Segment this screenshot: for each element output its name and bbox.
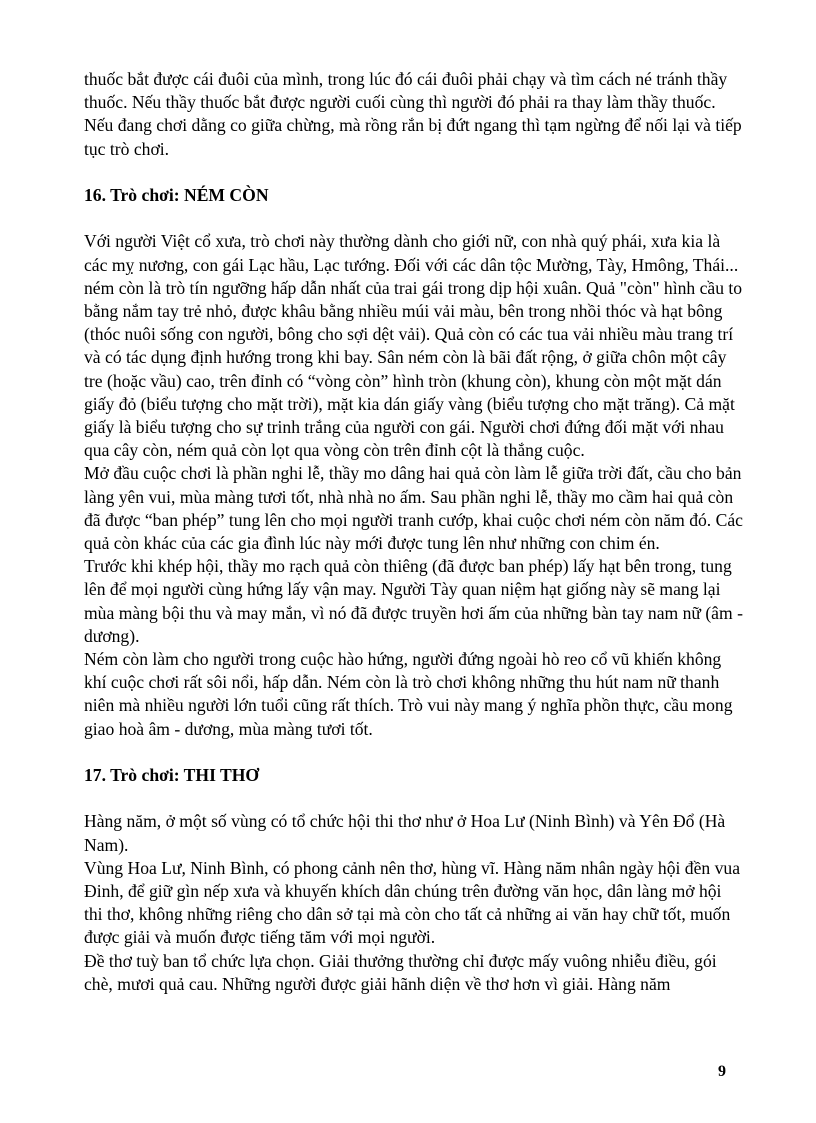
section-17-heading: 17. Trò chơi: THI THƠ bbox=[84, 765, 260, 786]
page-content bbox=[84, 68, 744, 996]
section-16-paragraph-4: Ném còn làm cho người trong cuộc hào hứng, người đứng ngoài hò reo cổ vũ khiến không khí cuộc chơi rất sôi nổi, hấp dẫn. Ném còn là trò chơi không những thu hút nam nữ thanh niên mà nhiều người lớn tuổi cũng rất thích. Trò vui này mang ý nghĩa phồn thực, cầu mong giao hoà âm - dương, mùa màng tươi tốt. bbox=[84, 649, 733, 739]
section-16-paragraph-1: Với người Việt cổ xưa, trò chơi này thường dành cho giới nữ, con nhà quý phái, xưa kia là các mỵ nương, con gái Lạc hầu, Lạc tướng. Đối với các dân tộc Mường, Tày, Hmông, Thái... ném còn là trò tín ngưỡng hấp dẫn nhất của trai gái trong dịp hội xuân. Quả "còn" hình cầu to bằng nắm tay trẻ nhỏ, được khâu bằng nhiều múi vải màu, bên trong nhồi thóc và hạt bông (thóc nuôi sống con người, bông cho sợi dệt vải). Quả còn có các tua vải nhiều màu trang trí và có tác dụng định hướng trong khi bay. Sân ném còn là bãi đất rộng, ở giữa chôn một cây tre (hoặc vầu) cao, trên đỉnh có “vòng còn” hình tròn (khung còn), khung còn một mặt dán giấy đỏ (biểu tượng cho mặt trời), mặt kia dán giấy vàng (biểu tượng cho mặt trăng). Cả mặt giấy là biểu tượng cho sự trinh trắng của người con gái. Người chơi đứng đối mặt với nhau qua cây còn, ném quả còn lọt qua vòng còn trên đỉnh cột là thắng cuộc. bbox=[84, 231, 743, 461]
section-17-paragraph-3: Đề thơ tuỳ ban tổ chức lựa chọn. Giải thưởng thường chỉ được mấy vuông nhiễu điều, gói chè, mươi quả cau. Những người được giải hãnh diện về thơ hơn vì giải. Hàng năm bbox=[84, 950, 717, 994]
page-number: 9 bbox=[718, 1063, 726, 1080]
section-17-paragraph-2: Vùng Hoa Lư, Ninh Bình, có phong cảnh nên thơ, hùng vĩ. Hàng năm nhân ngày hội đền vua Đinh, để giữ gìn nếp xưa và khuyến khích dân chúng trên đường văn học, dân làng mở hội thi thơ, không những riêng cho dân sở tại mà còn cho tất cả những ai văn hay chữ tốt, muốn được giải và muốn được tiếng tăm với mọi người. bbox=[84, 857, 741, 948]
section-16-paragraph-3: Trước khi khép hội, thầy mo rạch quả còn thiêng (đã được ban phép) lấy hạt bên trong, tung lên để mọi người cùng hứng lấy vận may. Người Tày quan niệm hạt giống này sẽ mang lại mùa màng bội thu và may mắn, vì nó đã được truyền hơi ấm của những bàn tay nam nữ (âm - dương). bbox=[84, 556, 743, 646]
section-16-heading: 16. Trò chơi: NÉM CÒN bbox=[84, 185, 269, 205]
section-17-paragraph-1: Hàng năm, ở một số vùng có tổ chức hội thi thơ như ở Hoa Lư (Ninh Bình) và Yên Đổ (Hà Nam). bbox=[84, 811, 726, 855]
paragraph-intro-2: Nếu đang chơi dằng co giữa chừng, mà rồng rắn bị đứt ngang thì tạm ngừng để nối lại và tiếp tục trò chơi. bbox=[84, 115, 742, 159]
section-16-paragraph-2: Mở đầu cuộc chơi là phần nghi lễ, thầy mo dâng hai quả còn làm lễ giữa trời đất, cầu cho bản làng yên vui, mùa màng tươi tốt, nhà nhà no ấm. Sau phần nghi lễ, thầy mo cầm hai quả còn đã được “ban phép” tung lên cho mọi người tranh cướp, khai cuộc chơi ném còn năm đó. Các quả còn khác của các gia đình lúc này mới được tung lên như những con chim én. bbox=[84, 463, 743, 554]
paragraph-intro-1: thuốc bắt được cái đuôi của mình, trong lúc đó cái đuôi phải chạy và tìm cách né tránh thầy thuốc. Nếu thầy thuốc bắt được người cuối cùng thì người đó phải ra thay làm thầy thuốc. bbox=[84, 69, 728, 113]
